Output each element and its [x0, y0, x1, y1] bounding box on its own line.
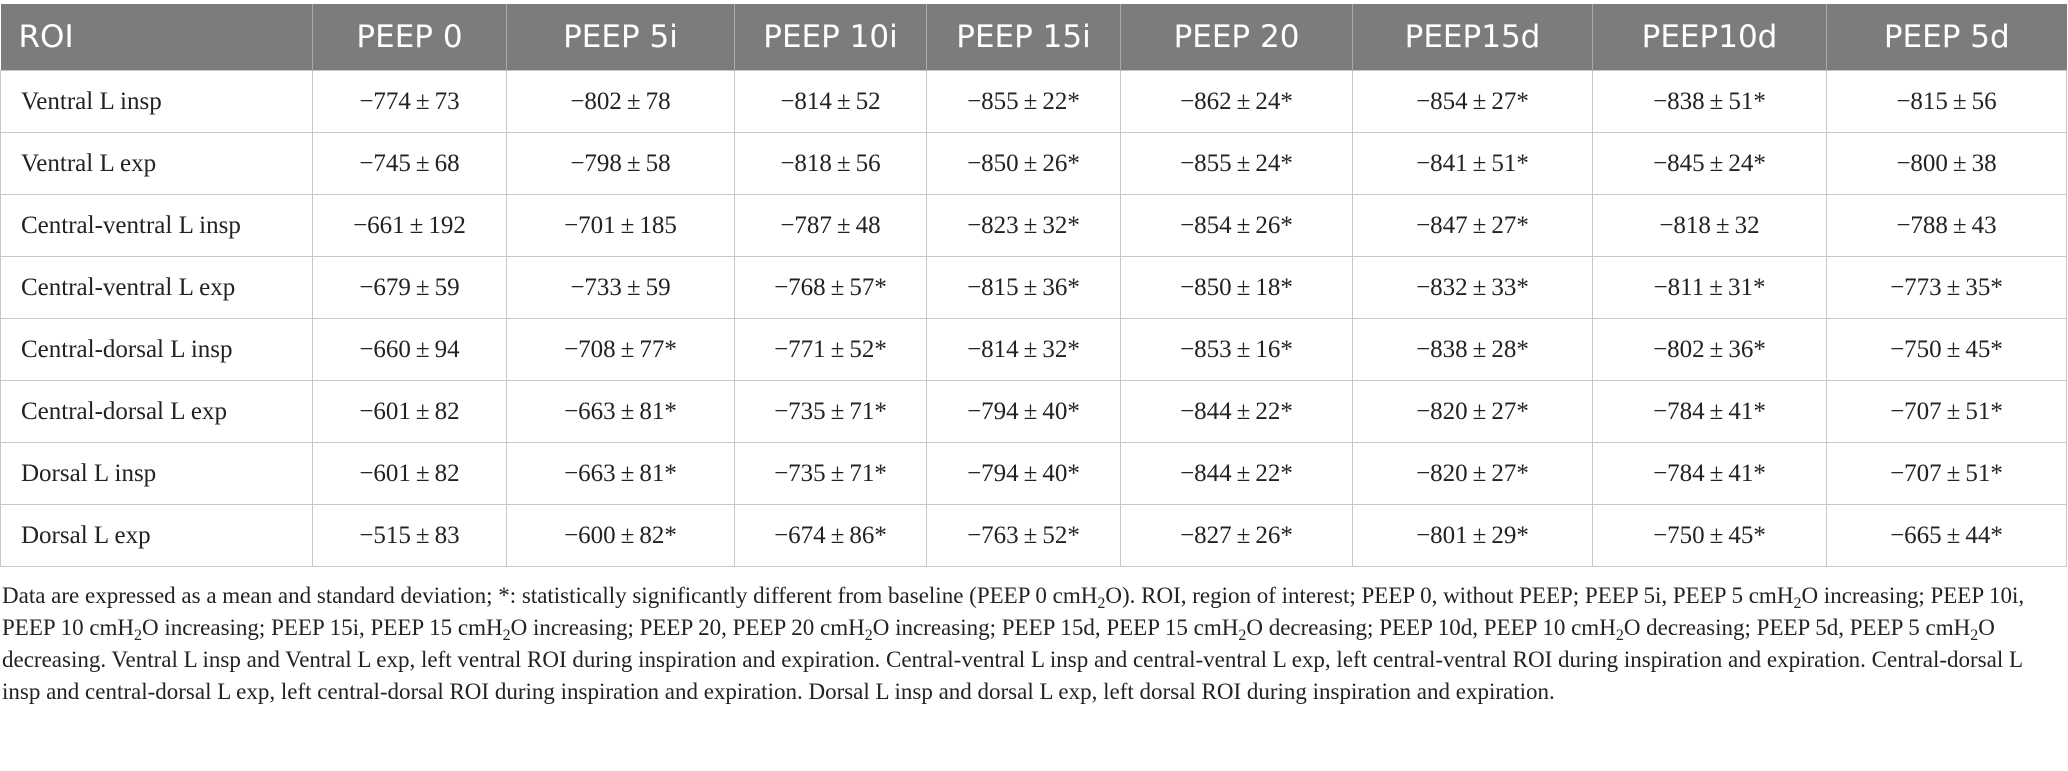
table-row [1, 195, 2067, 257]
caption-subscript: 2 [1615, 627, 1624, 644]
table-cell: −601 ± 82 [313, 443, 507, 505]
table-cell: −844 ± 22* [1121, 381, 1353, 443]
table-cell: −663 ± 81* [507, 381, 735, 443]
table-cell: −838 ± 51* [1593, 71, 1827, 133]
caption-text: O increasing; PEEP 15i, PEEP 15 cmH [142, 615, 503, 640]
table-cell: −674 ± 86* [735, 505, 927, 567]
table-cell: −773 ± 35* [1827, 257, 2067, 319]
table-cell: −818 ± 56 [735, 133, 927, 195]
table-cell: −818 ± 32 [1593, 195, 1827, 257]
caption-subscript: 2 [134, 627, 143, 644]
header-peep-15d: PEEP15d [1353, 4, 1593, 71]
table-cell: −794 ± 40* [927, 381, 1121, 443]
table-cell: −850 ± 26* [927, 133, 1121, 195]
table-row [1, 443, 2067, 505]
table-cell: −679 ± 59 [313, 257, 507, 319]
table-cell: −771 ± 52* [735, 319, 927, 381]
table-cell: −707 ± 51* [1827, 443, 2067, 505]
table-cell: −845 ± 24* [1593, 133, 1827, 195]
caption-subscript: 2 [1793, 595, 1802, 612]
table-cell: −854 ± 26* [1121, 195, 1353, 257]
table-cell: −750 ± 45* [1593, 505, 1827, 567]
caption-text: O increasing; PEEP 10i, PEEP 10 cmH [2, 583, 2025, 640]
table-cell: −600 ± 82* [507, 505, 735, 567]
table-cell: −784 ± 41* [1593, 381, 1827, 443]
table-cell: −784 ± 41* [1593, 443, 1827, 505]
caption-subscript: 2 [502, 627, 511, 644]
header-peep-5i: PEEP 5i [507, 4, 735, 71]
table-cell: −701 ± 185 [507, 195, 735, 257]
table-cell: −847 ± 27* [1353, 195, 1593, 257]
table-cell: −862 ± 24* [1121, 71, 1353, 133]
table-cell: −733 ± 59 [507, 257, 735, 319]
table-cell: −735 ± 71* [735, 443, 927, 505]
caption-subscript: 2 [1097, 595, 1106, 612]
table-cell: −665 ± 44* [1827, 505, 2067, 567]
header-peep-20: PEEP 20 [1121, 4, 1353, 71]
caption-subscript: 2 [864, 627, 873, 644]
table-cell: −838 ± 28* [1353, 319, 1593, 381]
table-cell: −814 ± 32* [927, 319, 1121, 381]
table-row [1, 71, 2067, 133]
table-cell: −763 ± 52* [927, 505, 1121, 567]
header-peep-5d: PEEP 5d [1827, 4, 2067, 71]
table-cell: −823 ± 32* [927, 195, 1121, 257]
table-cell: −814 ± 52 [735, 71, 927, 133]
table-cell: −661 ± 192 [313, 195, 507, 257]
table-cell: −820 ± 27* [1353, 381, 1593, 443]
row-label: Central-ventral L insp [1, 195, 313, 257]
table-row [1, 257, 2067, 319]
caption-subscript: 2 [1970, 627, 1979, 644]
table-cell: −802 ± 36* [1593, 319, 1827, 381]
table-cell: −708 ± 77* [507, 319, 735, 381]
table-cell: −815 ± 56 [1827, 71, 2067, 133]
table-cell: −787 ± 48 [735, 195, 927, 257]
caption-text: O decreasing; PEEP 5d, PEEP 5 cmH [1623, 615, 1971, 640]
table-cell: −774 ± 73 [313, 71, 507, 133]
caption-text: O decreasing. Ventral L insp and Ventral L exp, left ventral ROI during inspiration and expiration. Central-ventral L insp and central-ventral L exp, left central-ventral ROI during inspiration and expiration. Central-dorsal L insp and central-dorsal L exp, left central-dorsal ROI during inspiration and expiration. Dorsal L insp and dorsal L exp, left dorsal ROI during inspiration and expiration. [2, 615, 2023, 704]
table-cell: −811 ± 31* [1593, 257, 1827, 319]
caption-text: Data are expressed as a mean and standard deviation; *: statistically significantly different from baseline (PEEP 0 cmH [2, 583, 1098, 608]
table-cell: −663 ± 81* [507, 443, 735, 505]
table-cell: −832 ± 33* [1353, 257, 1593, 319]
header-peep-10d: PEEP10d [1593, 4, 1827, 71]
table-cell: −855 ± 24* [1121, 133, 1353, 195]
table-row [1, 381, 2067, 443]
table-cell: −788 ± 43 [1827, 195, 2067, 257]
table-cell: −844 ± 22* [1121, 443, 1353, 505]
table-cell: −768 ± 57* [735, 257, 927, 319]
table-caption [2, 580, 2062, 708]
row-label: Central-dorsal L exp [1, 381, 313, 443]
row-label: Dorsal L insp [1, 443, 313, 505]
table-cell: −660 ± 94 [313, 319, 507, 381]
table-cell: −841 ± 51* [1353, 133, 1593, 195]
table-row [1, 319, 2067, 381]
row-label: Central-ventral L exp [1, 257, 313, 319]
table-cell: −827 ± 26* [1121, 505, 1353, 567]
table-cell: −794 ± 40* [927, 443, 1121, 505]
row-label: Central-dorsal L insp [1, 319, 313, 381]
table-cell: −853 ± 16* [1121, 319, 1353, 381]
table-cell: −601 ± 82 [313, 381, 507, 443]
caption-text: O). ROI, region of interest; PEEP 0, without PEEP; PEEP 5i, PEEP 5 cmH [1105, 583, 1794, 608]
table-row [1, 133, 2067, 195]
table-cell: −855 ± 22* [927, 71, 1121, 133]
table-cell: −707 ± 51* [1827, 381, 2067, 443]
table-cell: −800 ± 38 [1827, 133, 2067, 195]
header-roi: ROI [1, 4, 313, 71]
table-cell: −820 ± 27* [1353, 443, 1593, 505]
table-cell: −802 ± 78 [507, 71, 735, 133]
table-header-row [1, 4, 2067, 71]
table-cell: −735 ± 71* [735, 381, 927, 443]
caption-text: O increasing; PEEP 20, PEEP 20 cmH [510, 615, 865, 640]
row-label: Dorsal L exp [1, 505, 313, 567]
caption-text: O increasing; PEEP 15d, PEEP 15 cmH [872, 615, 1239, 640]
table-cell: −854 ± 27* [1353, 71, 1593, 133]
table-cell: −801 ± 29* [1353, 505, 1593, 567]
header-peep-10i: PEEP 10i [735, 4, 927, 71]
table-cell: −750 ± 45* [1827, 319, 2067, 381]
table-cell: −798 ± 58 [507, 133, 735, 195]
row-label: Ventral L insp [1, 71, 313, 133]
caption-subscript: 2 [1238, 627, 1247, 644]
table-cell: −515 ± 83 [313, 505, 507, 567]
header-peep-15i: PEEP 15i [927, 4, 1121, 71]
row-label: Ventral L exp [1, 133, 313, 195]
caption-text: O decreasing; PEEP 10d, PEEP 10 cmH [1246, 615, 1616, 640]
table-body [1, 71, 2067, 567]
roi-table [0, 4, 2067, 567]
table-row [1, 505, 2067, 567]
table-cell: −850 ± 18* [1121, 257, 1353, 319]
header-peep-0: PEEP 0 [313, 4, 507, 71]
table-cell: −815 ± 36* [927, 257, 1121, 319]
table-cell: −745 ± 68 [313, 133, 507, 195]
